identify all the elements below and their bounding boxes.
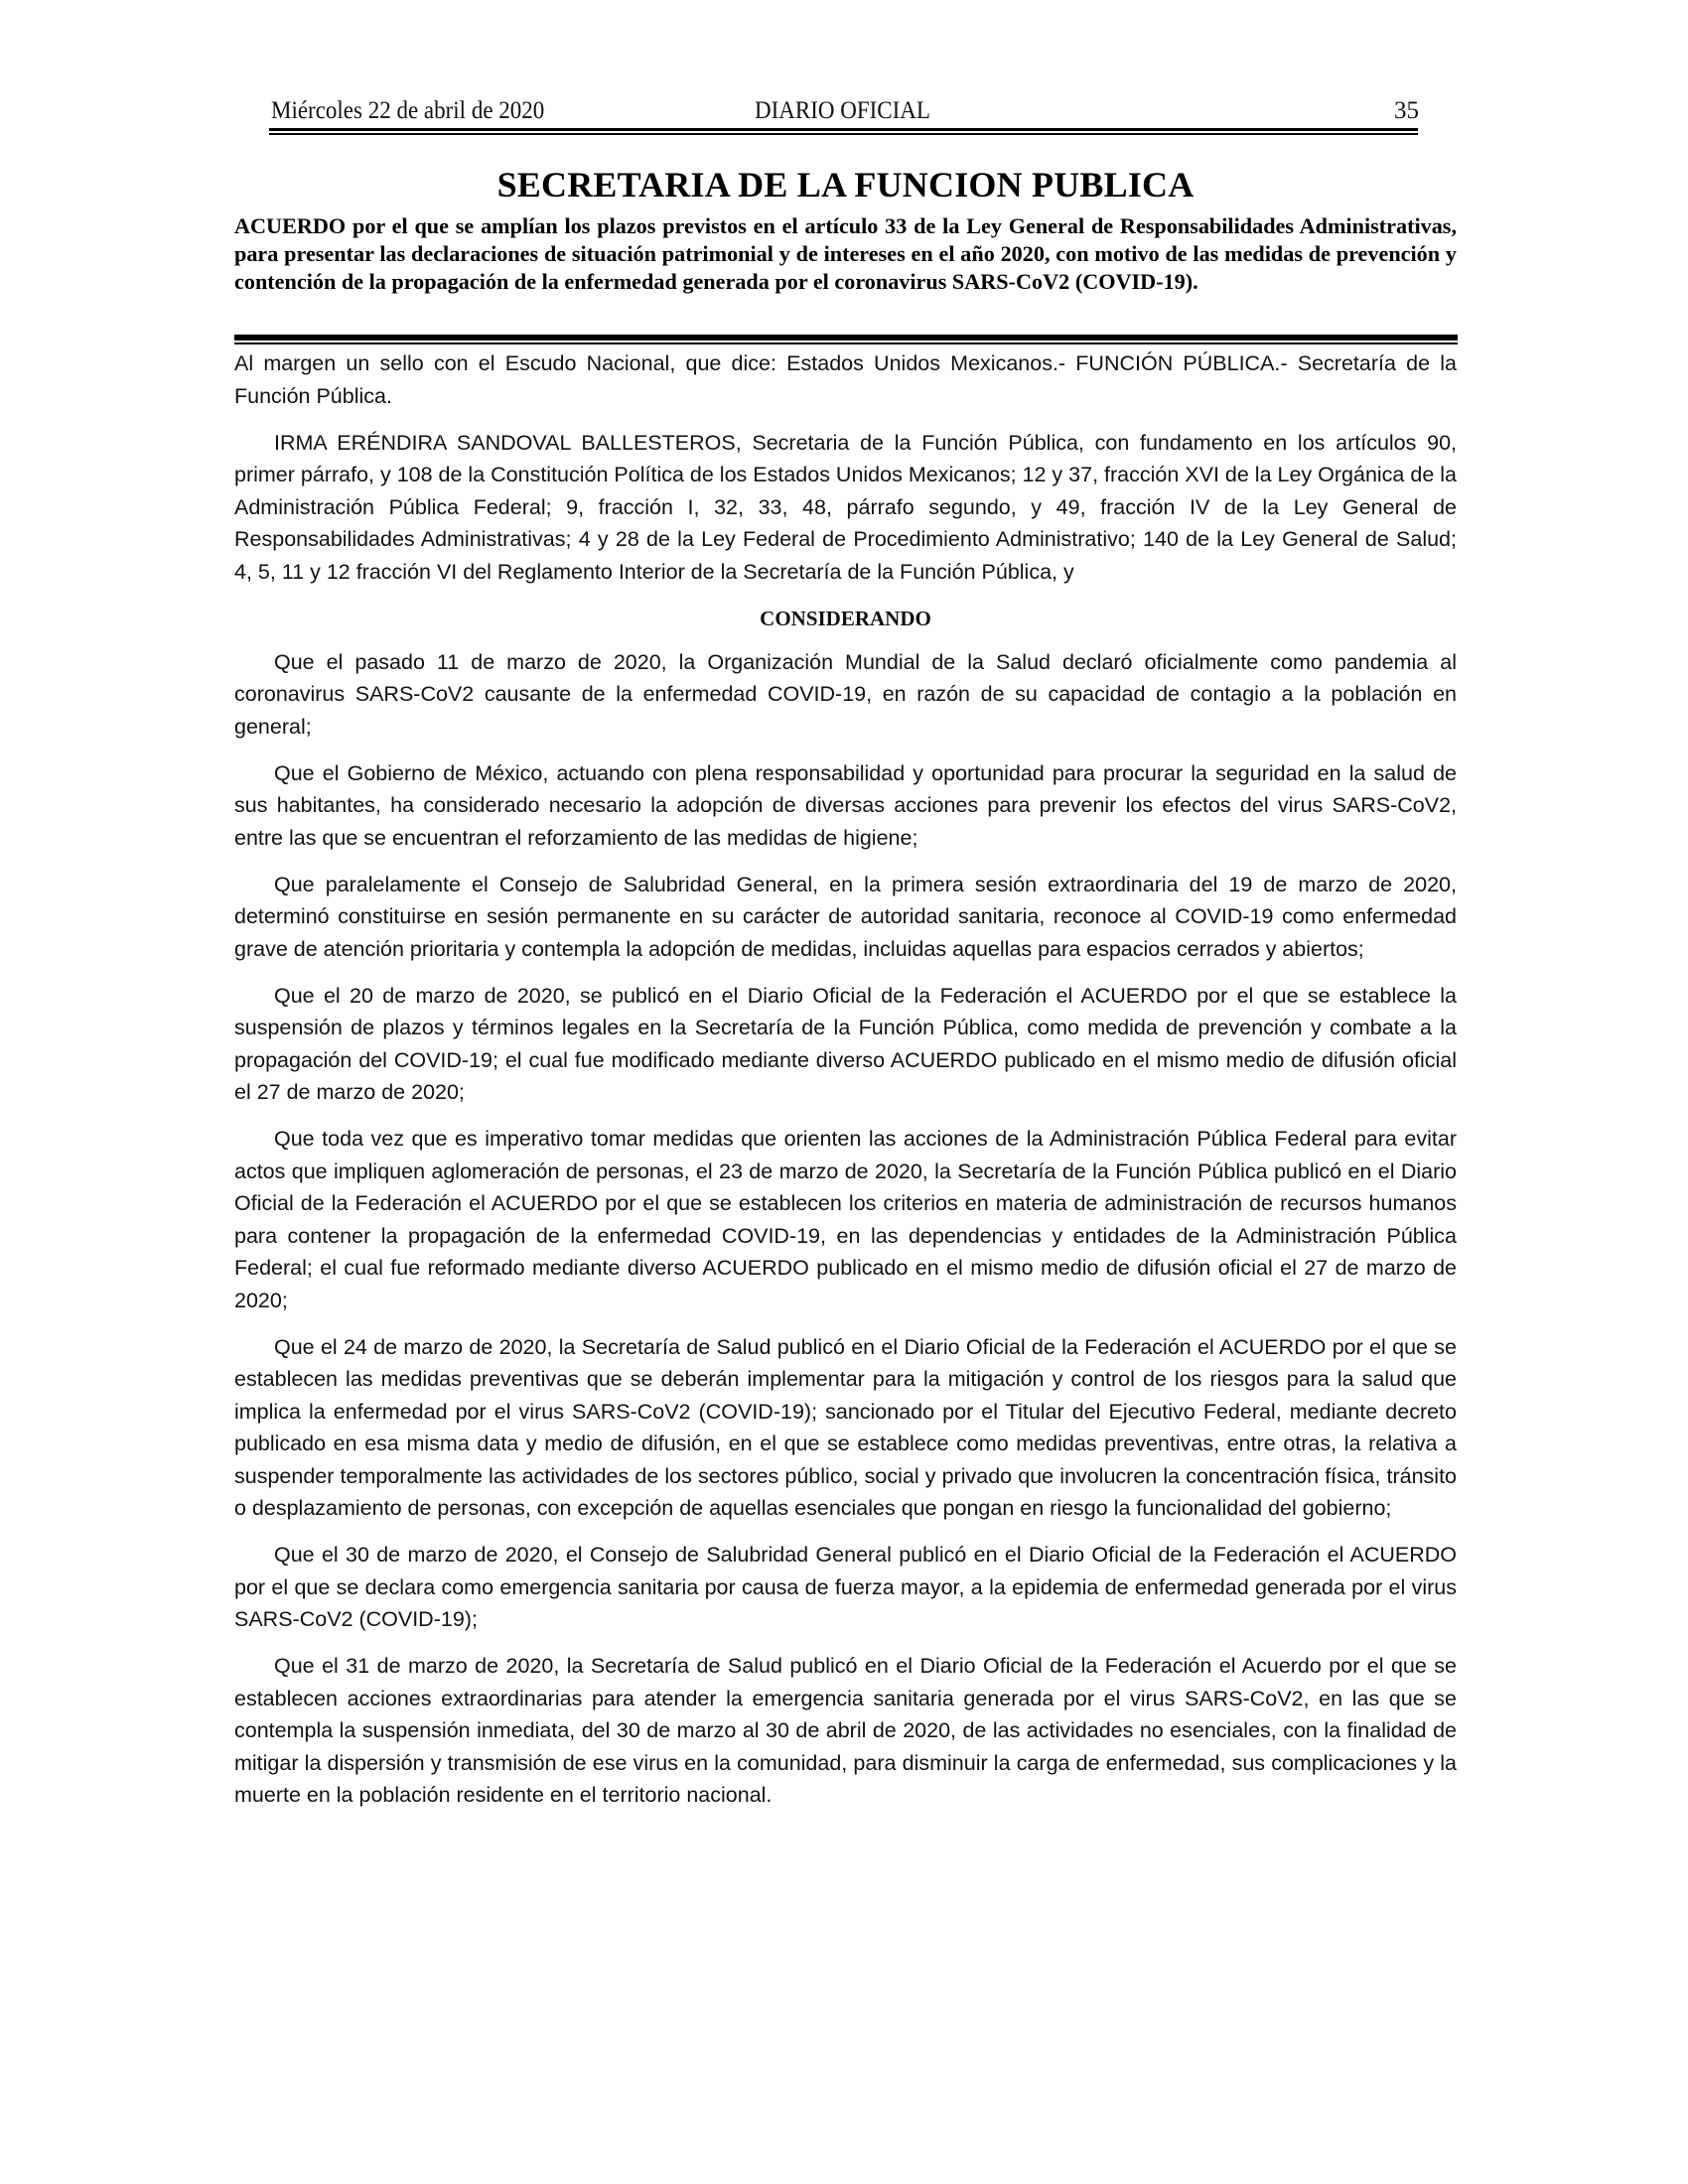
header-rule-thin (269, 133, 1418, 135)
considerando-paragraph: Que paralelamente el Consejo de Salubridad General, en la primera sesión extraordinaria del 19 de marzo de 2020, determinó constituirse en sesión permanente en su carácter de autoridad sanitaria, reconoce al COVID-19 como enfermedad grave de atención prioritaria y contempla la adopción de medidas, incluidas aquellas para espacios cerrados y abiertos; (234, 872, 1457, 961)
considerando-paragraph: Que el 20 de marzo de 2020, se publicó en el Diario Oficial de la Federación el ACUERDO por el que se establece la suspensión de plazos y términos legales en la Secretaría de la Función Pública, como medida de prevención y combate a la propagación del COVID-19; el cual fue modificado mediante diverso ACUERDO publicado en el mismo medio de difusión oficial el 27 de marzo de 2020; (234, 983, 1457, 1104)
considerando-paragraph: Que el pasado 11 de marzo de 2020, la Organización Mundial de la Salud declaró oficialmente como pandemia al coronavirus SARS-CoV2 causante de la enfermedad COVID-19, en razón de su capacidad de contagio a la población en general; (234, 649, 1457, 739)
running-header (269, 95, 1419, 127)
considerando-paragraph: Que el 24 de marzo de 2020, la Secretaría de Salud publicó en el Diario Oficial de la Federación el ACUERDO por el que se establecen las medidas preventivas que se deberán implementar para la mitigación y control de los riesgos para la salud que implica la enfermedad por el virus SARS-CoV2 (COVID-19); sancionado por el Titular del Ejecutivo Federal, mediante decreto publicado en esa misma data y medio de difusión, en el que se establece como medidas preventivas, entre otras, la relativa a suspender temporalmente las actividades de los sectores público, social y privado que involucren la concentración física, tránsito o desplazamiento de personas, con excepción de aquellas esenciales que pongan en riesgo la funcionalidad del gobierno; (234, 1334, 1457, 1520)
header-page-number: 35 (1394, 97, 1419, 124)
header-rule-thick (269, 128, 1418, 131)
considerando-paragraph: Que toda vez que es imperativo tomar medidas que orienten las acciones de la Administración Pública Federal para evitar actos que impliquen aglomeración de personas, el 23 de marzo de 2020, la Secretaría de la Función Pública publicó en el Diario Oficial de la Federación el ACUERDO por el que se establecen los criterios en materia de administración de recursos humanos para contener la propagación de la enfermedad COVID-19, en las dependencias y entidades de la Administración Pública Federal; el cual fue reformado mediante diverso ACUERDO publicado en el mismo medio de difusión oficial el 27 de marzo de 2020; (234, 1127, 1457, 1312)
header-date: Miércoles 22 de abril de 2020 (271, 97, 545, 124)
decree-summary (234, 212, 1457, 296)
considerando-heading: CONSIDERANDO (760, 606, 931, 630)
summary-rule-thick (234, 335, 1458, 341)
considerando-paragraph: Que el 30 de marzo de 2020, el Consejo de Salubridad General publicó en el Diario Oficial de la Federación el ACUERDO por el que se declara como emergencia sanitaria por causa de fuerza mayor, a la epidemia de enfermedad generada por el virus SARS-CoV2 (COVID-19); (234, 1543, 1457, 1631)
header-publication-name: DIARIO OFICIAL (755, 97, 930, 124)
considerando-paragraph: Que el 31 de marzo de 2020, la Secretaría de Salud publicó en el Diario Oficial de la Federación el Acuerdo por el que se establecen acciones extraordinarias para atender la emergencia sanitaria generada por el virus SARS-CoV2, en las que se contempla la suspensión inmediata, del 30 de marzo al 30 de abril de 2020, de las actividades no esenciales, con la finalidad de mitigar la dispersión y transmisión de ese virus en la comunidad, para disminuir la carga de enfermedad, sus complicaciones y la muerte en la población residente en el territorio nacional. (234, 1654, 1457, 1807)
considerando-paragraph: Que el Gobierno de México, actuando con plena responsabilidad y oportunidad para procurar la seguridad en la salud de sus habitantes, ha considerado necesario la adopción de diversas acciones para prevenir los efectos del virus SARS-CoV2, entre las que se encuentran el reforzamiento de las medidas de higiene; (234, 760, 1457, 850)
summary-rule-thin (234, 342, 1458, 344)
seal-note: Al margen un sello con el Escudo Nacional, que dice: Estados Unidos Mexicanos.- FUNCIÓN PÚBLICA.- Secretaría de la Función Pública. (234, 351, 1457, 408)
summary-text: por el que se amplían los plazos previstos en el artículo 33 de la Ley General de Responsabilidades Administrativas, para presentar las declaraciones de situación patrimonial y de intereses en el año 2020, con motivo de las medidas de prevención y contención de la propagación de la enfermedad generada por el coronavirus SARS-CoV2 (COVID-19). (234, 213, 1457, 294)
summary-lead: ACUERDO (234, 213, 347, 238)
preamble-paragraph: IRMA ERÉNDIRA SANDOVAL BALLESTEROS, Secretaria de la Función Pública, con fundamento en los artículos 90, primer párrafo, y 108 de la Constitución Política de los Estados Unidos Mexicanos; 12 y 37, fracción XVI de la Ley Orgánica de la Administración Pública Federal; 9, fracción I, 32, 33, 48, párrafo segundo, y 49, fracción IV de la Ley General de Responsabilidades Administrativas; 4 y 28 de la Ley Federal de Procedimiento Administrativo; 140 de la Ley General de Salud; 4, 5, 11 y 12 fracción VI del Reglamento Interior de la Secretaría de la Función Pública, y (234, 430, 1457, 584)
document-body (234, 347, 1457, 1826)
section-title: SECRETARIA DE LA FUNCION PUBLICA (496, 165, 1195, 205)
